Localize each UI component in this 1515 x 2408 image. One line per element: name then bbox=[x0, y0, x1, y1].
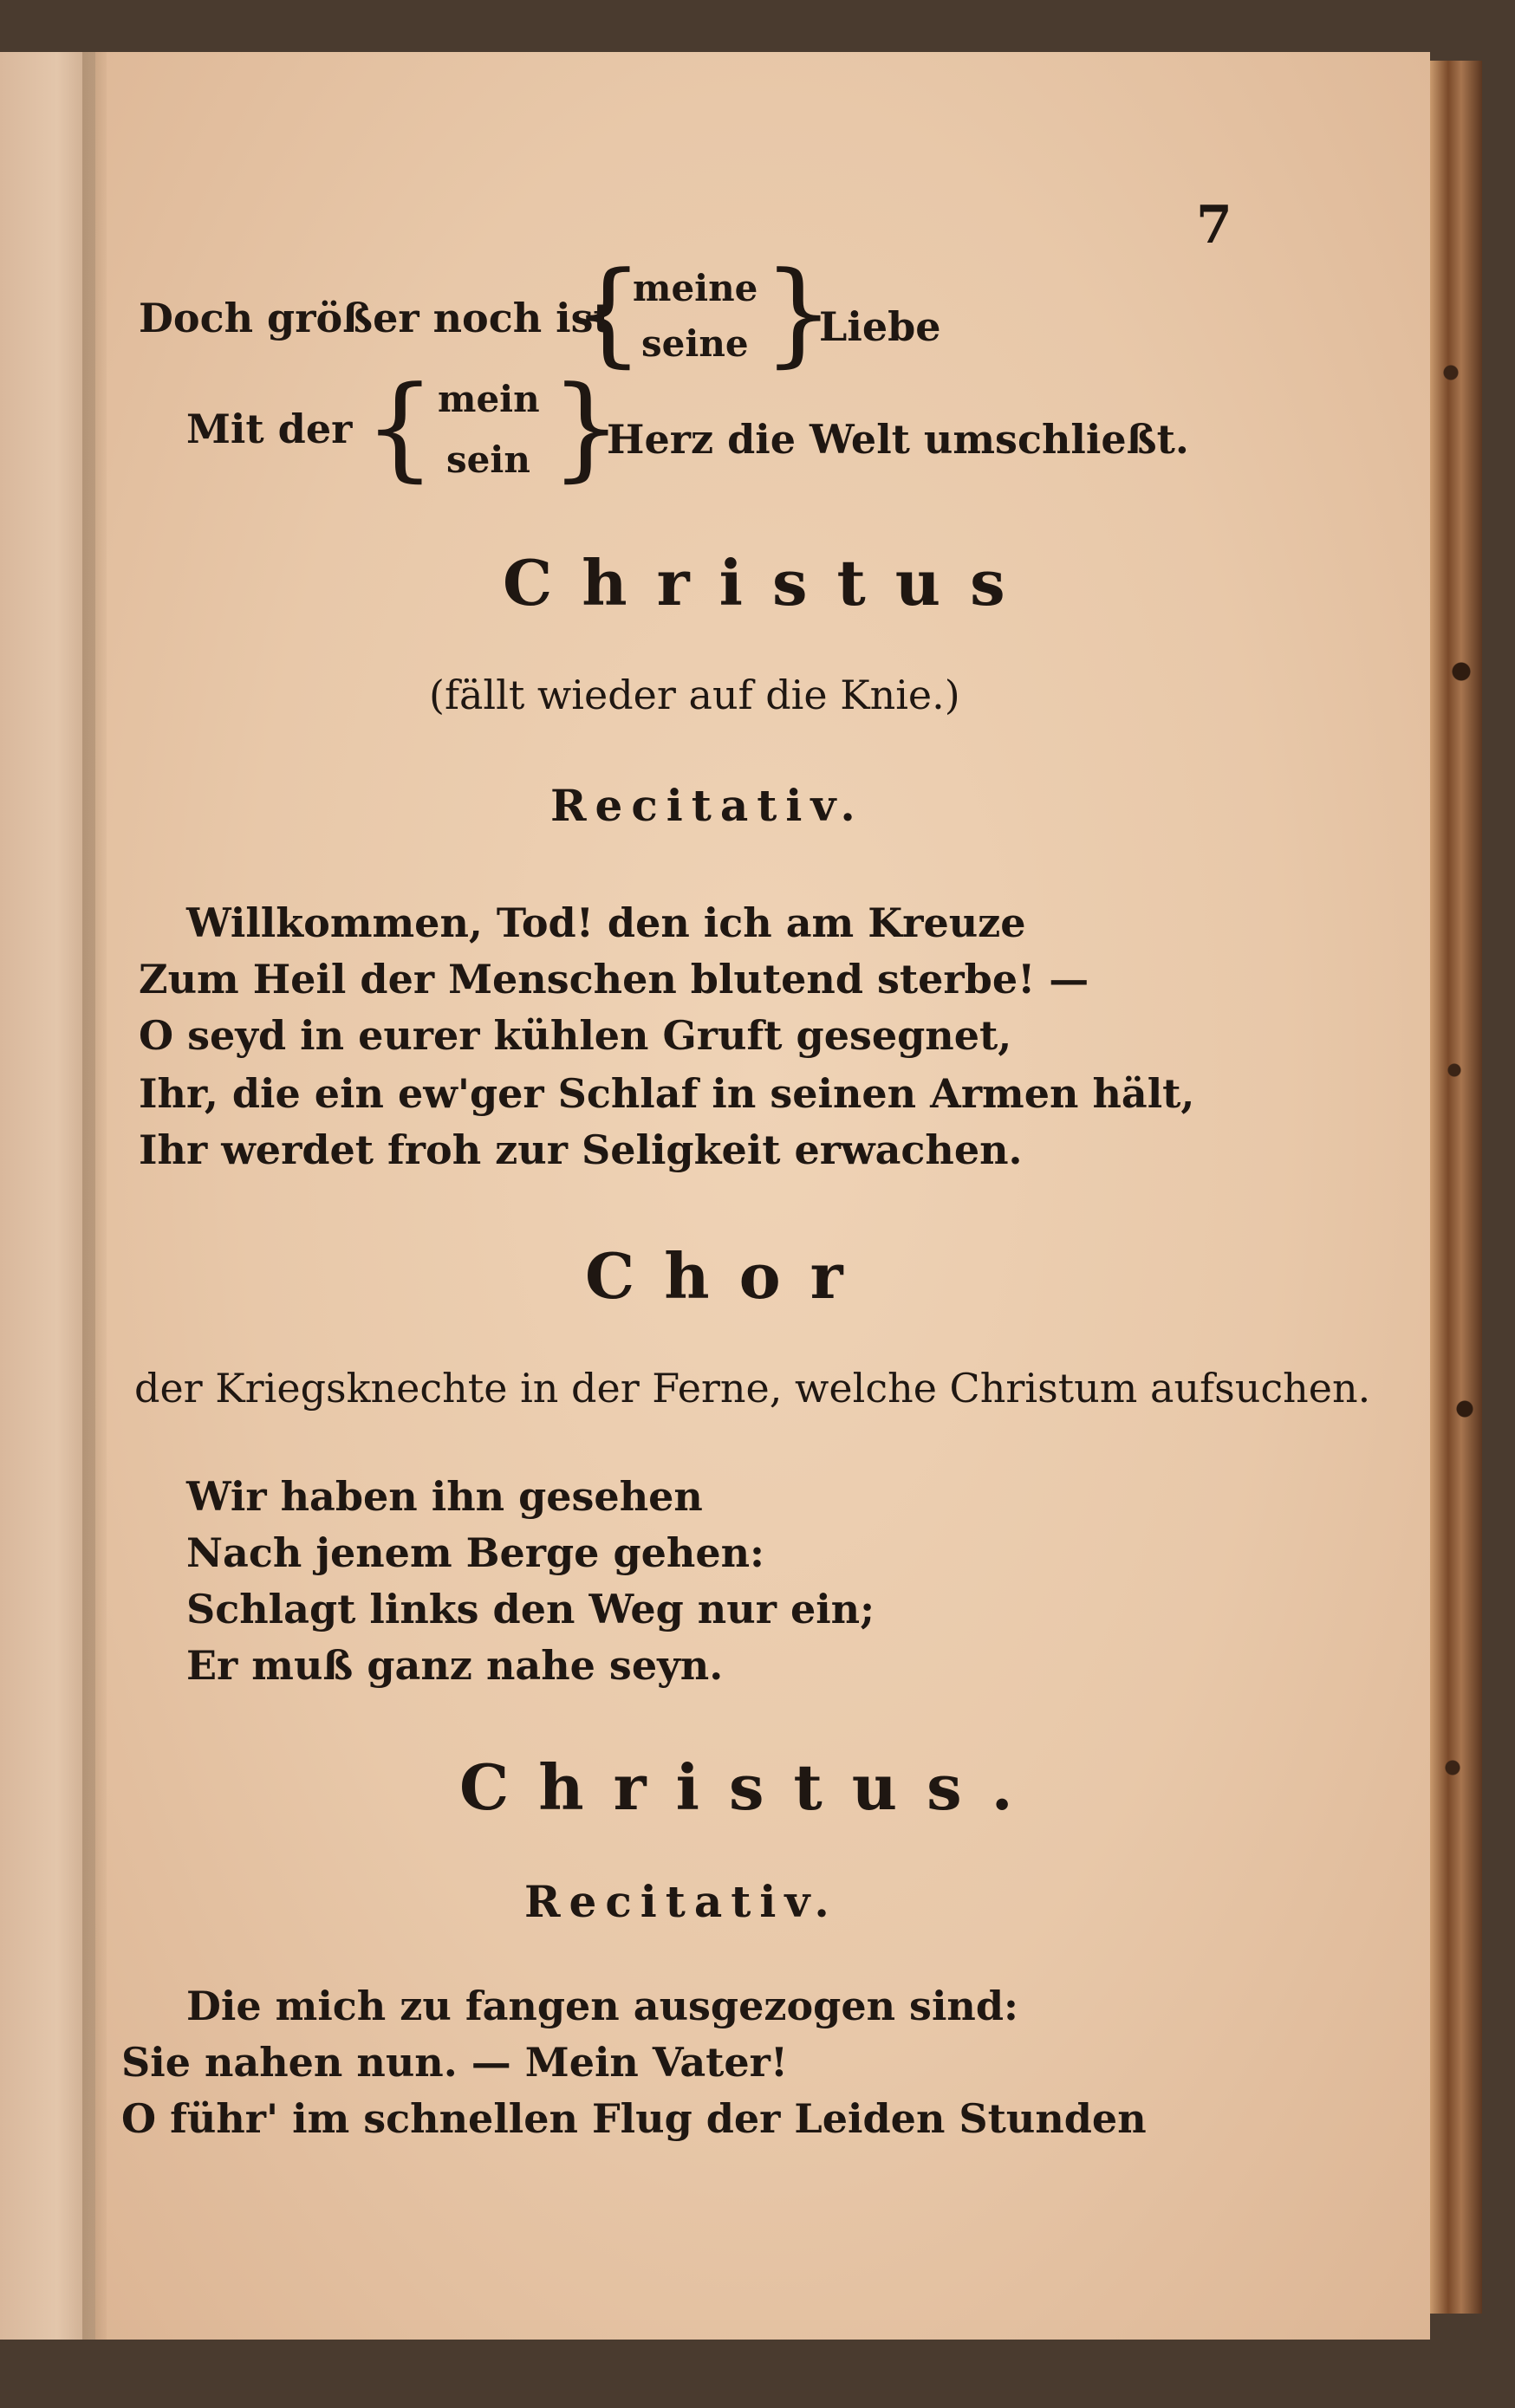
verse-line: Wir haben ihn gesehen bbox=[186, 1473, 703, 1520]
verse-line: Ihr, die ein ew'ger Schlaf in seinen Armen hält, bbox=[139, 1070, 1195, 1117]
verse-line: O seyd in eurer kühlen Gruft gesegnet, bbox=[139, 1012, 1012, 1059]
verse-line: Zum Heil der Menschen blutend sterbe! — bbox=[139, 956, 1089, 1003]
speaker-heading-1: Christus bbox=[503, 546, 1035, 620]
stage-direction-2: der Kriegsknechte in der Ferne, welche Christum aufsuchen. bbox=[134, 1365, 1371, 1412]
verse-line: Er muß ganz nahe seyn. bbox=[186, 1642, 724, 1689]
verse-line: Sie nahen nun. — Mein Vater! bbox=[121, 2039, 789, 2086]
foxing-spots bbox=[1440, 173, 1475, 2166]
verse-line: Nach jenem Berge gehen: bbox=[186, 1529, 765, 1576]
opening-left-brace: { bbox=[572, 247, 644, 379]
opening-line-2-start: Mit der bbox=[186, 406, 353, 452]
verse-line: Die mich zu fangen ausgezogen sind: bbox=[186, 1983, 1019, 2029]
left-page-edge bbox=[0, 52, 95, 2340]
opening-right-brace: } bbox=[763, 247, 835, 379]
page-gutter bbox=[82, 52, 107, 2340]
opening-left-brace-2: { bbox=[364, 361, 436, 493]
verse-line: O führ' im schnellen Flug der Leiden Stunden bbox=[121, 2095, 1147, 2142]
opening-line-1-start: Doch größer noch ist bbox=[139, 295, 612, 341]
speaker-heading-2: Chor bbox=[585, 1239, 873, 1313]
opening-line-1-end: Liebe bbox=[819, 303, 941, 350]
opening-alt-top-2: mein bbox=[438, 378, 540, 420]
opening-alt-bottom-2: sein bbox=[446, 438, 530, 481]
form-label-3: Recitativ. bbox=[524, 1876, 838, 1927]
verse-line: Schlagt links den Weg nur ein; bbox=[186, 1586, 875, 1632]
speaker-heading-3: Christus. bbox=[459, 1750, 1043, 1824]
verse-line: Willkommen, Tod! den ich am Kreuze bbox=[186, 899, 1026, 946]
opening-line-2-end: Herz die Welt umschließt. bbox=[607, 416, 1189, 463]
stage-direction-1: (fällt wieder auf die Knie.) bbox=[429, 672, 960, 718]
opening-alt-top-1: meine bbox=[633, 267, 758, 309]
form-label-1: Recitativ. bbox=[550, 780, 864, 831]
opening-right-brace-2: } bbox=[550, 361, 622, 493]
verse-line: Ihr werdet froh zur Seligkeit erwachen. bbox=[139, 1126, 1023, 1173]
opening-alt-bottom-1: seine bbox=[641, 322, 749, 365]
page-number: 7 bbox=[1196, 195, 1232, 256]
